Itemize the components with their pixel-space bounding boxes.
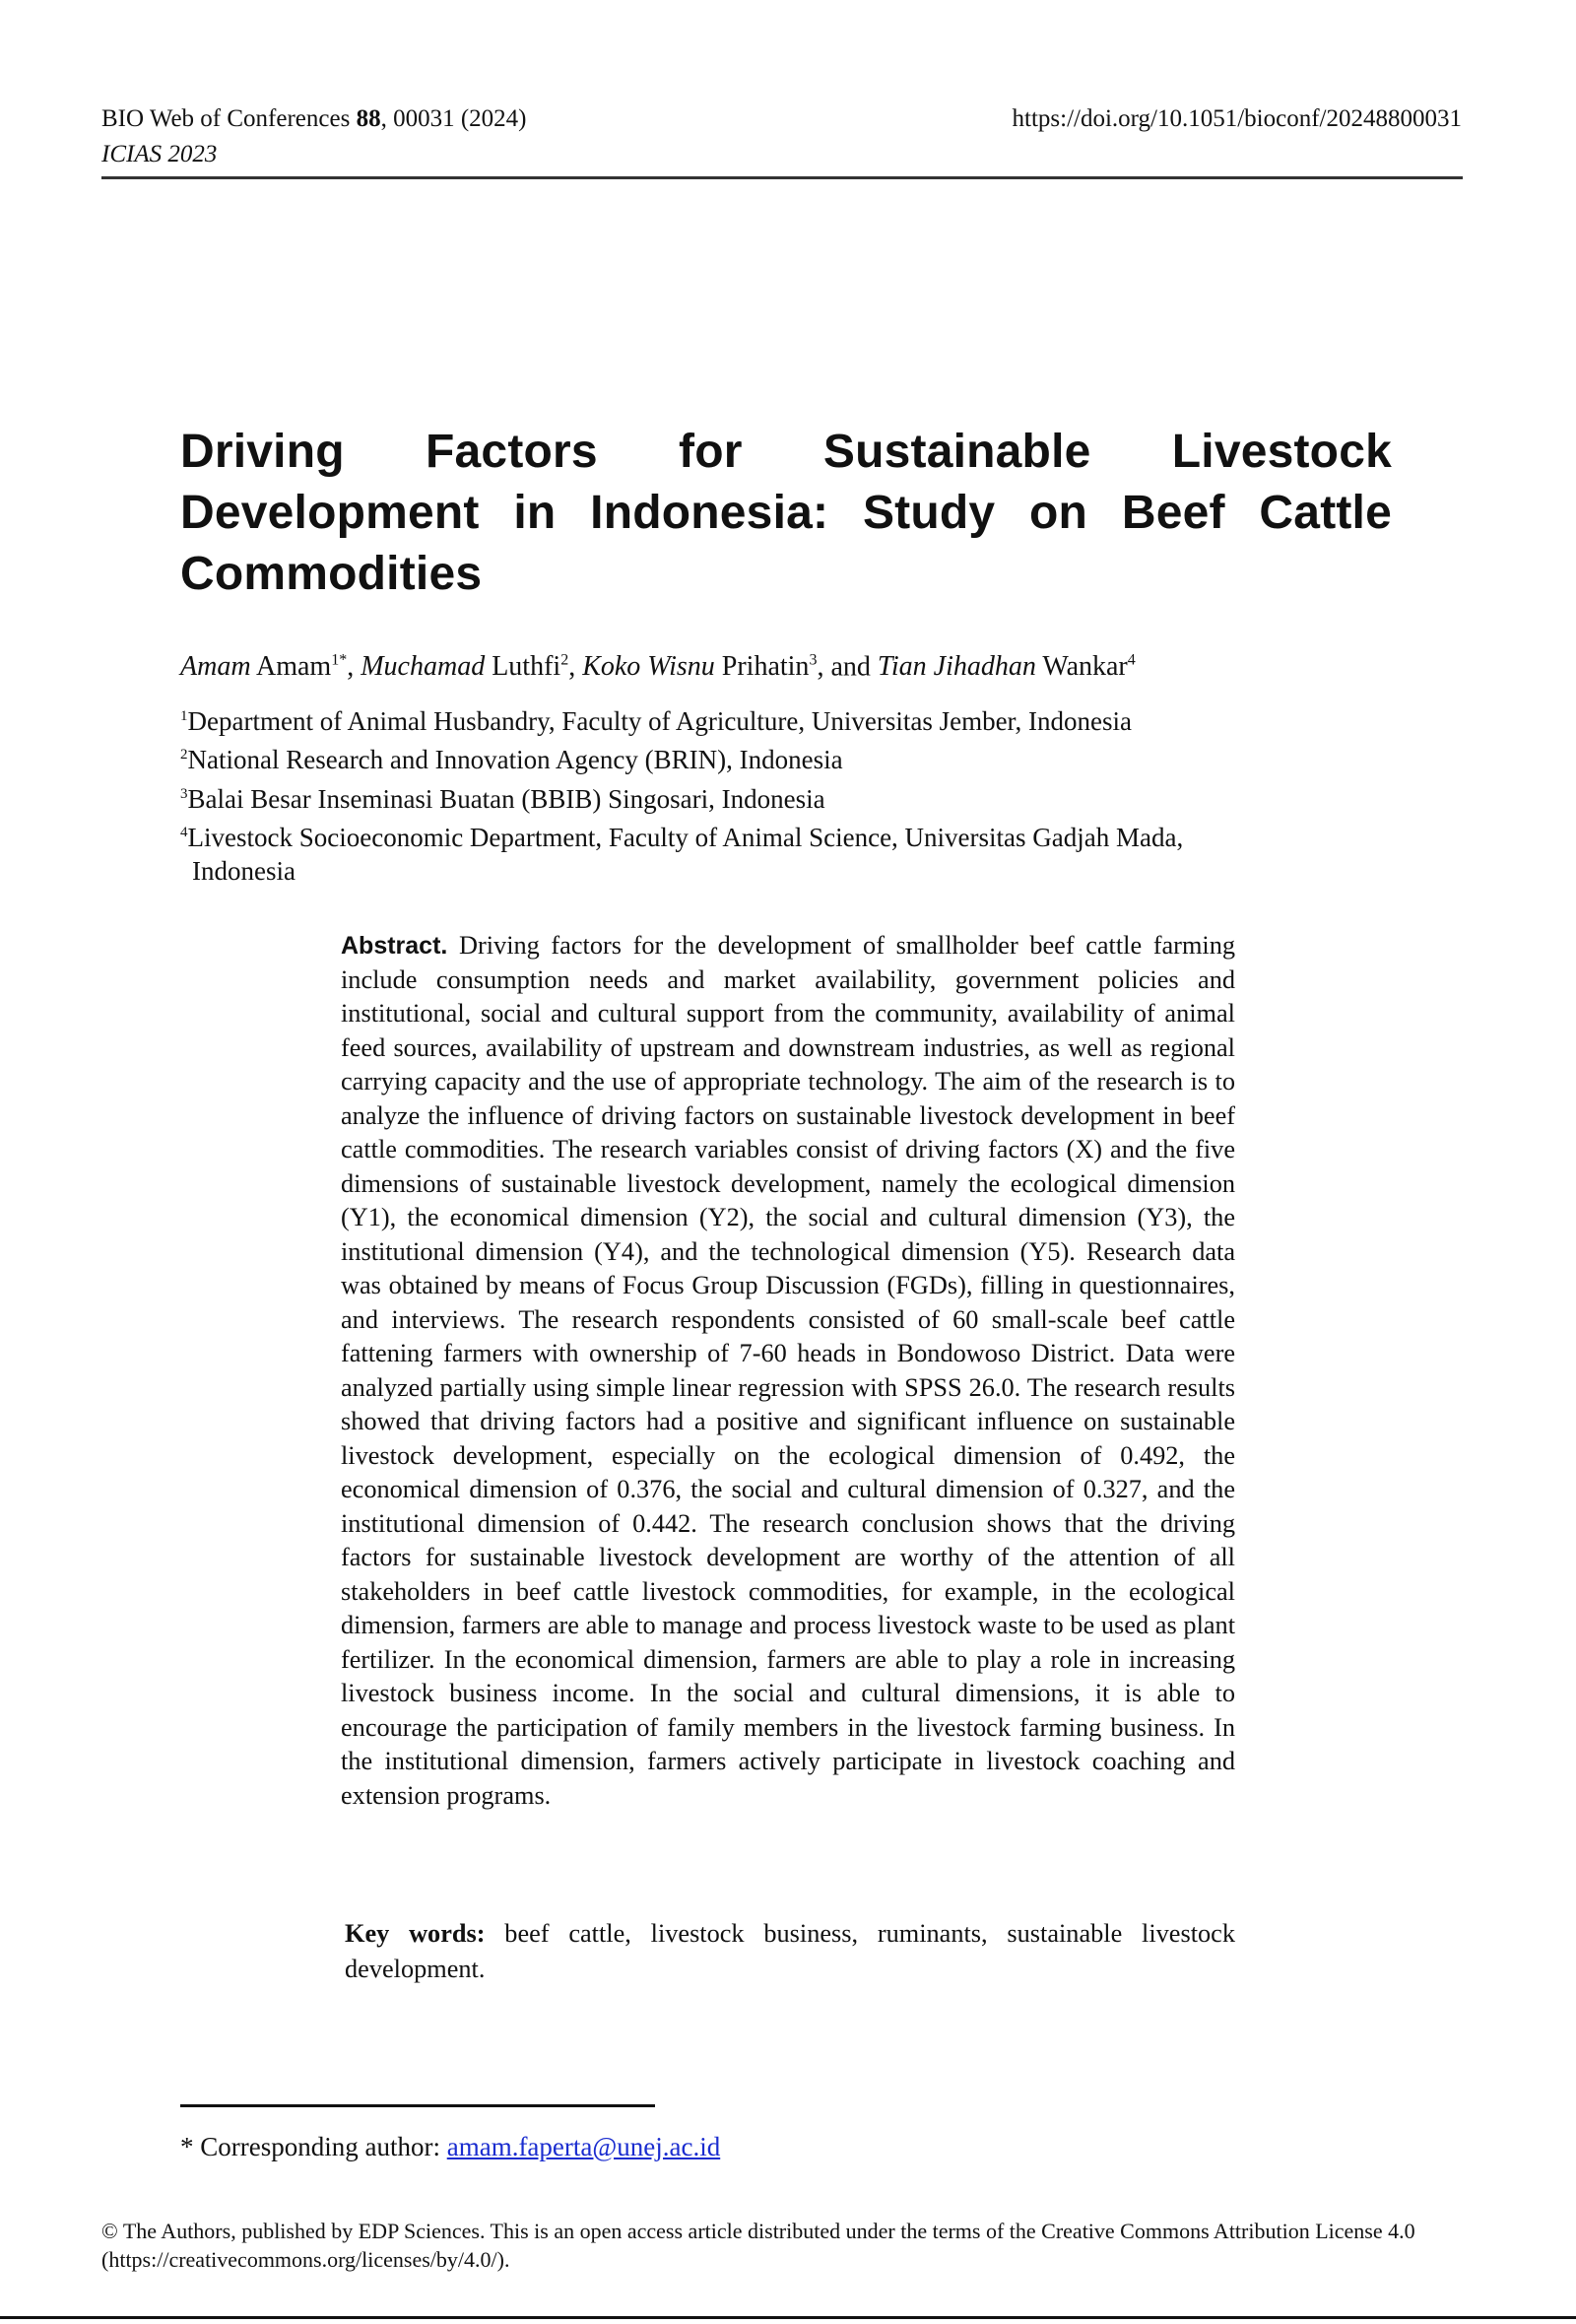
affiliation-text: Balai Besar Inseminasi Buatan (BBIB) Singosari, Indonesia — [187, 783, 825, 814]
author-first-name: Amam — [180, 651, 251, 683]
corresponding-author-note — [180, 2129, 720, 2164]
journal-name: BIO Web of Conferences — [101, 105, 351, 132]
affiliation-text: Department of Animal Husbandry, Faculty of Agriculture, Universitas Jember, Indonesia — [187, 706, 1132, 736]
journal-volume: 88 — [356, 105, 381, 132]
article-number: , 00031 (2024) — [380, 105, 527, 132]
author-affiliation-mark: 2 — [560, 652, 569, 669]
event-name: ICIAS 2023 — [101, 141, 218, 167]
author-first-name: Tian Jihadhan — [877, 651, 1036, 683]
author-first-name: Muchamad — [361, 651, 486, 683]
author-last-name: Amam — [250, 651, 332, 683]
author-affiliation-mark: 4 — [1127, 652, 1136, 669]
abstract-text: Driving factors for the development of smallholder beef cattle farming include consumption needs and market availability, government policies and institutional, social and cultural support from the community, availability of animal feed sources, availability of upstream and downstream industries, as well as regional carrying capacity and the use of appropriate technology. The aim of the research is to analyze the influence of driving factors on sustainable livestock development in beef cattle commodities. The research variables consist of driving factors (X) and the five dimensions of sustainable livestock development, namely the ecological dimension (Y1), the economical dimension (Y2), the social and cultural dimension (Y3), the institutional dimension (Y4), and the technological dimension (Y5). Research data was obtained by means of Focus Group Discussion (FGDs), filling in questionnaires, and interviews. The research respondents consisted of 60 small-scale beef cattle fattening farmers with ownership of 7-60 heads in Bondowoso District. Data were analyzed partially using simple linear regression with SPSS 26.0. The research results showed that driving factors had a positive and significant influence on sustainable livestock development, especially on the ecological dimension of 0.492, the economical dimension of 0.376, the social and cultural dimension of 0.327, and the institutional dimension of 0.442. The research conclusion shows that the driving factors for sustainable livestock development are worthy of the attention of all stakeholders in beef cattle livestock commodities, for example, in the ecological dimension, farmers are able to manage and process livestock waste to be used as plant fertilizer. In the economical dimension, farmers are able to play a role in increasing livestock business income. In the social and cultural dimensions, it is able to encourage the participation of family members in the livestock farming business. In the institutional dimension, farmers actively participate in livestock coaching and extension programs. — [341, 931, 1235, 1810]
author-affiliation-mark: 1* — [331, 652, 348, 669]
affiliation-text: Indonesia — [192, 856, 296, 887]
affiliation-list — [180, 699, 1402, 888]
affiliation-mark: 2 — [180, 747, 188, 764]
author-list — [180, 642, 1402, 686]
abstract-label: Abstract. — [341, 932, 448, 960]
author-separator: , — [568, 651, 583, 683]
author — [878, 651, 1136, 682]
author — [582, 651, 817, 682]
affiliation — [180, 699, 1402, 738]
affiliation-text: Livestock Socioeconomic Department, Faculty of Animal Science, Universitas Gadjah Mada, — [187, 822, 1184, 852]
keywords-label: Key words: — [345, 1919, 486, 1948]
affiliation — [180, 854, 1402, 888]
corresponding-author-label: * Corresponding author: — [180, 2132, 440, 2161]
affiliation-text: National Research and Innovation Agency (BRIN), Indonesia — [187, 745, 843, 775]
corresponding-email-link[interactable]: amam.faperta@unej.ac.id — [446, 2132, 721, 2161]
running-header-left — [101, 101, 526, 172]
footnote-divider — [180, 2104, 655, 2107]
abstract — [341, 929, 1235, 1813]
paper-title: Driving Factors for Sustainable Livestock Development in Indonesia: Study on Beef Cattle Commodities — [180, 426, 1392, 600]
affiliation — [180, 738, 1402, 776]
keywords-text: beef cattle, livestock business, ruminants, sustainable livestock development. — [345, 1919, 1235, 1983]
header-divider — [101, 176, 1463, 179]
author-separator: , — [347, 651, 361, 683]
affiliation-mark: 1 — [180, 708, 188, 724]
author-last-name: Prihatin — [714, 651, 810, 683]
affiliation-mark: 4 — [180, 824, 188, 840]
journal-citation — [101, 101, 526, 137]
author-last-name: Luthfi — [485, 651, 561, 683]
affiliation-mark: 3 — [180, 785, 188, 802]
author-separator: , and — [817, 651, 878, 683]
author — [361, 651, 568, 682]
author — [180, 651, 347, 682]
affiliation — [180, 816, 1402, 854]
author-affiliation-mark: 3 — [809, 652, 818, 669]
page-bottom-rule — [0, 2316, 1576, 2319]
keywords — [345, 1916, 1235, 1987]
affiliation — [180, 777, 1402, 816]
author-first-name: Koko Wisnu — [582, 651, 715, 683]
license-statement: © The Authors, published by EDP Sciences. This is an open access article distributed under the terms of the Creative Commons Attribution License 4.0 (https://creativecommons.org/licenses/by/4.0/). — [101, 2219, 1415, 2272]
author-last-name: Wankar — [1035, 651, 1128, 683]
doi-link[interactable]: https://doi.org/10.1051/bioconf/20248800031 — [1012, 105, 1462, 132]
